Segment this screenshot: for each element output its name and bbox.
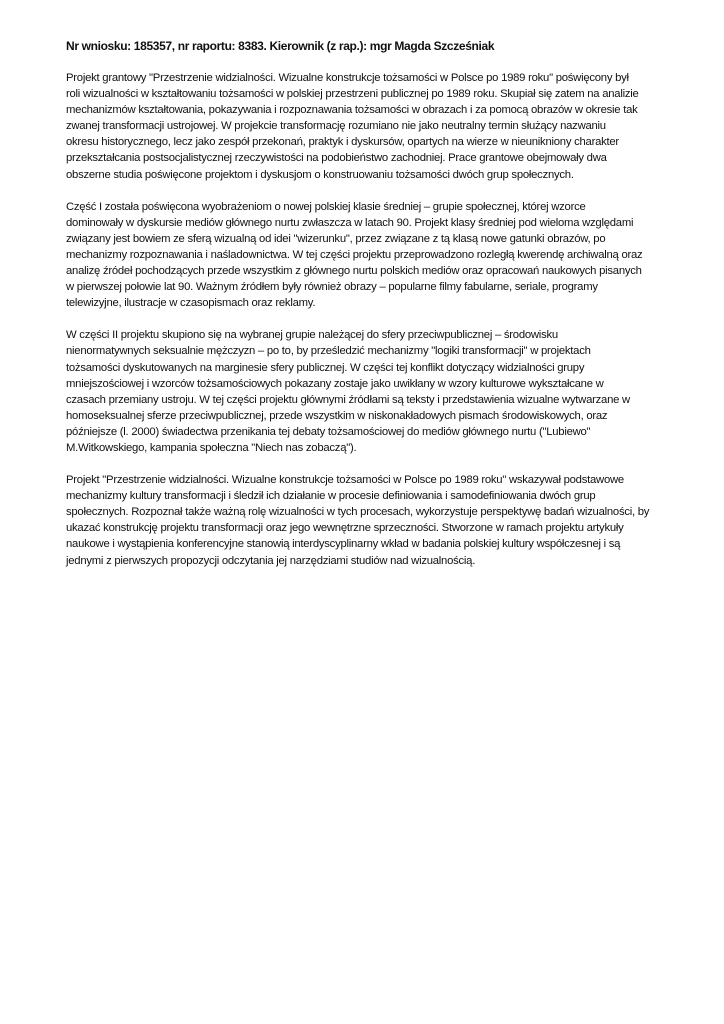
paragraph-line: późniejsze (l. 2000) świadectwa przenikania tej debaty tożsamościowej do mediów głównego nurtu ("Lubiewo"	[66, 425, 591, 438]
paragraph-line: jednymi z pierwszych propozycji odczytania jej narzędziami studiów nad wizualnością.	[66, 554, 476, 567]
paragraph-line: Część I została poświęcona wyobrażeniom o nowej polskiej klasie średniej – grupie społecznej, której wzorce	[66, 200, 586, 213]
paragraph-line: nienormatywnych seksualnie mężczyzn – po to, by prześledzić mechanizmy "logiki transformacji" w projektach	[66, 345, 591, 358]
paragraph-line: M.Witkowskiego, kampania społeczna "Niech nas zobaczą").	[66, 441, 357, 454]
paragraph-line: w pierwszej połowie lat 90. Ważnym źródłem były również obrazy – popularne filmy fabularne, seriale, programy	[66, 281, 598, 294]
paragraph-line: telewizyjne, ilustracje w czasopismach oraz reklamy.	[66, 297, 316, 310]
paragraph-line: mechanizmy kultury transformacji i śledził ich działanie w procesie definiowania i samodefiniowania dwóch grup	[66, 490, 596, 503]
paragraph-line: W części II projektu skupiono się na wybranej grupie należącej do sfery przeciwpublicznej – środowisku	[66, 329, 558, 342]
paragraph-line: homoseksualnej sferze przeciwpublicznej, przede wszystkim w niskonakładowych pismach środowiskowych, oraz	[66, 409, 608, 422]
paragraph-line: roli wizualności w kształtowaniu tożsamości w polskiej przestrzeni publicznej po 1989 roku. Skupiał się zatem na analizie	[66, 88, 639, 101]
paragraph-line: czasach przemiany ustroju. W tej części projektu głównymi źródłami są teksty i przedstawienia wizualne wytwarzane w	[66, 393, 630, 406]
paragraph-line: obszerne studia poświęcone projektom i dyskusjom o konstruowaniu tożsamości dwóch grup społecznych.	[66, 168, 574, 181]
paragraph-conclusion	[66, 472, 666, 569]
document-page	[66, 38, 666, 585]
paragraph-line: mniejszościowej i wzorców tożsamościowych pokazany zostaje jako uwikłany w wzory kulturowe wykształcane w	[66, 377, 604, 390]
paragraph-line: zwanej transformacji ustrojowej. W projekcie transformację rozumiano nie jako neutralny termin służący nazwaniu	[66, 120, 606, 133]
document-header: Nr wniosku: 185357, nr raportu: 8383. Kierownik (z rap.): mgr Magda Szcześniak	[66, 39, 495, 53]
paragraph-line: Projekt "Przestrzenie widzialności. Wizualne konstrukcje tożsamości w Polsce po 1989 roku" wskazywał podstawowe	[66, 474, 624, 487]
paragraph-part-one	[66, 199, 666, 312]
paragraph-line: przekształcania postsocjalistycznej rzeczywistości na podobieństwo zachodniej. Prace grantowe obejmowały dwa	[66, 152, 607, 165]
paragraph-line: mechanizmy rozpoznawania i naśladownictwa. W tej części projektu przeprowadzono rozległą kwerendę archiwalną oraz	[66, 248, 643, 261]
paragraph-intro	[66, 70, 666, 183]
paragraph-line: mechanizmów kształtowania, pokazywania i rozpoznawania tożsamości w obrazach i za pomocą obrazów w okresie tak	[66, 104, 638, 117]
paragraph-line: Projekt grantowy "Przestrzenie widzialności. Wizualne konstrukcje tożsamości w Polsce po 1989 roku" poświęcony był	[66, 72, 629, 84]
paragraph-line: tożsamości dyskutowanych na marginesie sfery publicznej. W części tej konflikt dotyczący widzialności grupy	[66, 361, 585, 374]
paragraph-line: ukazać konstrukcję projektu transformacji oraz jego wewnętrzne sprzeczności. Stworzone w ramach projektu artykuły	[66, 522, 624, 535]
paragraph-line: naukowe i wystąpienia konferencyjne stanowią interdyscyplinarny wkład w badania polskiej kultury współczesnej i są	[66, 538, 621, 551]
paragraph-part-two	[66, 327, 666, 456]
paragraph-line: związany jest bowiem ze sferą wizualną od idei "wizerunku", przez związane z tą klasą nowe gatunki obrazów, po	[66, 232, 606, 245]
paragraph-line: analizę źródeł pochodzących przede wszystkim z głównego nurtu polskich mediów oraz opracowań naukowych pisanych	[66, 265, 642, 278]
paragraph-line: okresu historycznego, lecz jako zespół przekonań, praktyk i dyskursów, opartych na wierze w nieunikniony charakter	[66, 136, 619, 149]
paragraph-line: społecznych. Rozpoznał także ważną rolę wizualności w tych procesach, wykorzystuje perspektywę badań wizualności, by	[66, 506, 650, 519]
paragraph-line: dominowały w dyskursie mediów głównego nurtu zwłaszcza w latach 90. Projekt klasy średniej pod wieloma względami	[66, 216, 634, 229]
